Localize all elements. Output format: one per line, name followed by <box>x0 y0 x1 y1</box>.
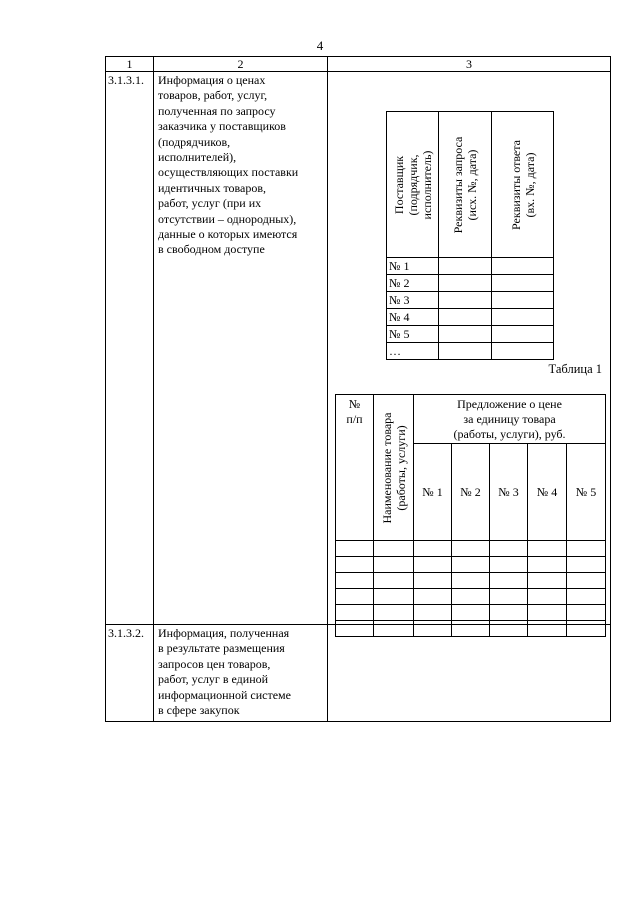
empty-cell <box>528 589 567 605</box>
header-line: (вх. №, дата) <box>522 152 537 217</box>
empty-cell <box>452 589 490 605</box>
header-row <box>106 57 611 72</box>
text-line: Информация о ценах <box>158 73 266 87</box>
empty-cell <box>492 258 554 275</box>
supplier-row <box>387 326 554 343</box>
header-line: (работы, услуги) <box>393 424 408 511</box>
empty-cell <box>414 557 452 573</box>
header-line: Реквизиты ответа <box>508 139 523 230</box>
item-number: 3.1.3.1. <box>106 72 154 625</box>
text-line: идентичных товаров, <box>158 180 267 195</box>
supplier-label: № 2 <box>387 275 439 292</box>
empty-cell <box>336 589 374 605</box>
text-line: данные о которых имеются <box>158 227 298 242</box>
empty-cell <box>452 605 490 621</box>
empty-cell <box>414 541 452 557</box>
header-line: исполнитель) <box>419 150 434 219</box>
price-row <box>336 541 606 557</box>
header-line: за единицу товара <box>463 411 556 426</box>
supplier-column-label: № 3 <box>490 444 528 541</box>
empty-cell <box>492 309 554 326</box>
empty-cell <box>567 621 606 637</box>
supplier-label: № 1 <box>387 258 439 275</box>
empty-cell <box>374 557 414 573</box>
text-line: осуществляющих поставки <box>158 165 299 180</box>
empty-cell <box>528 621 567 637</box>
supplier-row <box>387 258 554 275</box>
supplier-label: … <box>387 343 439 360</box>
supplier-column-label: № 1 <box>414 444 452 541</box>
response-details-header <box>492 112 554 258</box>
price-row <box>336 589 606 605</box>
supplier-column-label: № 5 <box>567 444 606 541</box>
table-row <box>106 625 611 722</box>
empty-cell <box>374 573 414 589</box>
empty-cell <box>336 573 374 589</box>
empty-cell <box>528 605 567 621</box>
supplier-table <box>386 111 554 360</box>
empty-cell <box>439 309 492 326</box>
header-line: (работы, услуги), руб. <box>453 426 566 441</box>
empty-cell <box>336 541 374 557</box>
header-line: (подрядчик, <box>405 153 420 216</box>
supplier-row <box>387 292 554 309</box>
item-name-header <box>374 395 414 541</box>
text-line: в сфере закупок <box>158 703 240 718</box>
column-header: 2 <box>154 57 328 72</box>
header-line: Предложение о цене <box>457 396 562 411</box>
empty-cell <box>452 557 490 573</box>
item-description <box>154 625 328 722</box>
supplier-column-label: № 2 <box>452 444 490 541</box>
empty-cell <box>452 541 490 557</box>
empty-cell <box>374 541 414 557</box>
empty-cell <box>414 621 452 637</box>
empty-cell <box>567 573 606 589</box>
header-line: Наименование товара <box>379 411 394 524</box>
empty-cell <box>567 557 606 573</box>
empty-cell <box>490 541 528 557</box>
header-line: п/п <box>346 412 363 426</box>
supplier-label: № 4 <box>387 309 439 326</box>
empty-cell <box>414 589 452 605</box>
supplier-row <box>387 309 554 326</box>
item-number: 3.1.3.2. <box>106 625 154 722</box>
header-line: № <box>348 397 361 411</box>
empty-cell <box>452 621 490 637</box>
empty-cell <box>374 589 414 605</box>
empty-cell <box>374 605 414 621</box>
empty-cell <box>336 621 374 637</box>
price-row <box>336 557 606 573</box>
empty-cell <box>567 605 606 621</box>
empty-cell <box>528 573 567 589</box>
text-line: информационной системе <box>158 687 291 702</box>
empty-cell <box>567 541 606 557</box>
header-line: Поставщик <box>391 155 406 214</box>
text-line: работ, услуг (при их <box>158 196 262 211</box>
text-line: в свободном доступе <box>158 242 265 257</box>
price-header-row <box>336 395 606 444</box>
empty-cell <box>490 605 528 621</box>
empty-cell <box>528 541 567 557</box>
empty-cell <box>492 326 554 343</box>
supplier-column-label: № 4 <box>528 444 567 541</box>
text-line: (подрядчиков, <box>158 134 231 149</box>
text-line: исполнителей), <box>158 150 237 165</box>
empty-cell <box>439 343 492 360</box>
price-offer-table <box>335 394 606 637</box>
text-line: в результате размещения <box>158 641 285 656</box>
price-table-body <box>336 541 606 637</box>
row-number-header <box>336 395 374 541</box>
text-line: работ, услуг в единой <box>158 672 269 687</box>
column-header: 1 <box>106 57 154 72</box>
supplier-row <box>387 343 554 360</box>
header-line: (исх. №, дата) <box>465 149 479 220</box>
empty-cell <box>336 605 374 621</box>
page-number: 4 <box>316 38 324 53</box>
empty-cell <box>439 292 492 309</box>
price-row <box>336 621 606 637</box>
empty-cell <box>490 573 528 589</box>
supplier-column-header <box>387 112 439 258</box>
item-description <box>154 72 328 625</box>
price-offer-header <box>414 395 606 444</box>
empty-cell <box>414 605 452 621</box>
empty-cell <box>528 557 567 573</box>
empty-cell <box>492 292 554 309</box>
request-details-header <box>439 112 492 258</box>
supplier-row <box>387 275 554 292</box>
item-content <box>328 72 611 625</box>
table-row <box>106 72 611 625</box>
empty-cell <box>439 275 492 292</box>
text-line: заказчика у поставщиков <box>158 119 286 134</box>
item-content <box>328 625 611 722</box>
empty-cell <box>490 621 528 637</box>
empty-cell <box>439 326 492 343</box>
empty-cell <box>336 557 374 573</box>
empty-cell <box>490 589 528 605</box>
empty-cell <box>439 258 492 275</box>
supplier-label: № 5 <box>387 326 439 343</box>
supplier-label: № 3 <box>387 292 439 309</box>
supplier-header-row <box>387 112 554 258</box>
table-caption: Таблица 1 <box>548 362 602 376</box>
header-line: Реквизиты запроса <box>451 136 465 233</box>
price-row <box>336 605 606 621</box>
text-line: полученная по запросу <box>158 103 276 118</box>
text-line: товаров, работ, услуг, <box>158 88 268 103</box>
empty-cell <box>490 557 528 573</box>
empty-cell <box>414 573 452 589</box>
empty-cell <box>374 621 414 637</box>
main-table <box>105 56 611 722</box>
column-header: 3 <box>328 57 611 72</box>
price-row <box>336 573 606 589</box>
empty-cell <box>492 343 554 360</box>
empty-cell <box>492 275 554 292</box>
empty-cell <box>452 573 490 589</box>
text-line: Информация, полученная <box>158 626 290 640</box>
text-line: запросов цен товаров, <box>158 656 271 671</box>
text-line: отсутствии – однородных), <box>158 211 297 226</box>
empty-cell <box>567 589 606 605</box>
